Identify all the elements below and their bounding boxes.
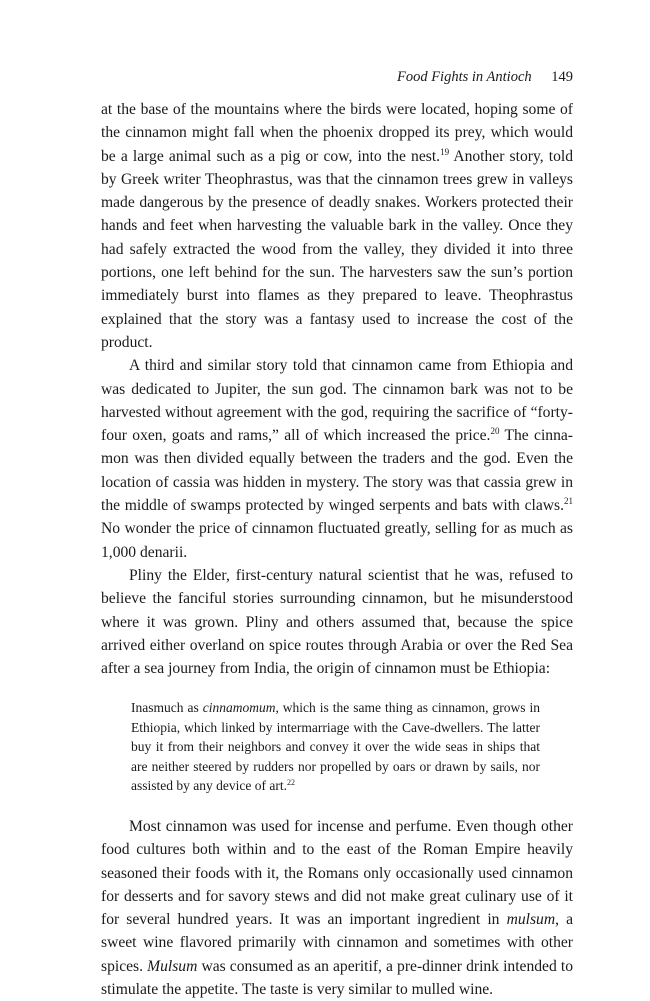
paragraph-phoenix-theophrastus [101, 98, 573, 354]
paragraph-mulsum [101, 815, 573, 1001]
paragraph-ethiopia-jupiter [101, 354, 573, 564]
text-run: The cinnamon was then divided equally between the traders and the god. Even the location of cassia was hidden in mystery. The story was that cassia grew in the middle of swamps protected by winged serpents and bats with claws. [101, 427, 573, 515]
footnote-ref: 21 [564, 496, 573, 507]
text-run: Another story, told by Greek writer Theophrastus, was that the cinnamon trees grew in valleys made dangerous by the presence of deadly snakes. Workers protected their hands and feet when harvesting the valuable bark in the valley. Once they had safely extracted the wood from the valley, they divided it into three portions, one left behind for the sun. The harvesters saw the sun’s portion immediately burst into flames as they prepared to leave. Theophrastus explained that the story was a fantasy used to increase the cost of the product. [101, 147, 574, 351]
page-number: 149 [551, 69, 573, 85]
footnote-ref: 19 [440, 146, 450, 157]
paragraph-pliny [101, 564, 573, 680]
footnote-ref: 22 [286, 778, 295, 788]
text-run: A third and similar story told that cinnamon came from Ethiopia and was dedicated to Jupiter, the sun god. The cinnamon bark was not to be harvested without agreement with the god, requiring the sacrifice of “forty-four oxen, goats and rams,” all of which increased the price. [101, 357, 573, 445]
running-head-title: Food Fights in Antioch [396, 69, 532, 85]
running-head [101, 68, 573, 86]
italic-term: cinnamomum [202, 700, 276, 716]
text-run: Most cinnamon was used for incense and perfume. Even though other food cultures both within and to the east of the Roman Empire heavily seasoned their foods with it, the Romans only occasionally used cinnamon for desserts and for savory stews and did not make great culinary use of it for several hundred years. It was an important ingredient in [101, 817, 573, 929]
footnote-ref: 20 [490, 426, 500, 437]
block-quote-pliny [131, 698, 540, 796]
text-run: Pliny the Elder, first-century natural scientist that he was, refused to believe the fanciful stories surrounding cinnamon, but he misunderstood where it was grown. Pliny and others assumed that, because the spice arrived either overland on spice routes through Arabia or over the Red Sea after a sea journey from India, the origin of cinnamon must be Ethiopia: [101, 566, 573, 678]
text-run: , which is the same thing as cinnamon, grows in Ethiopia, which linked by intermarriage with the Cave-dwellers. The latter buy it from their neighbors and convey it over the wide seas in ships that are neither steered by rudders nor propelled by oars or drawn by sails, nor assisted by any device of art. [131, 700, 540, 794]
text-run: at the base of the mountains where the birds were located, hoping some of the cinnamon might fall when the phoenix dropped its prey, which would be a large animal such as a pig or cow, into the nest. [101, 101, 573, 165]
body-text [101, 98, 573, 1001]
italic-term: Mulsum [147, 957, 198, 975]
text-run: No wonder the price of cinnamon fluctuated greatly, selling for as much as 1,000 denarii. [101, 520, 573, 561]
text-run: was consumed as an aperitif, a pre-dinner drink intended to stimulate the appetite. The taste is very similar to mulled wine. [101, 957, 573, 998]
text-run: , a sweet wine flavored primarily with cinnamon and sometimes with other spices. [101, 911, 573, 975]
text-run: Inasmuch as [131, 700, 203, 716]
italic-term: mulsum [506, 911, 556, 929]
